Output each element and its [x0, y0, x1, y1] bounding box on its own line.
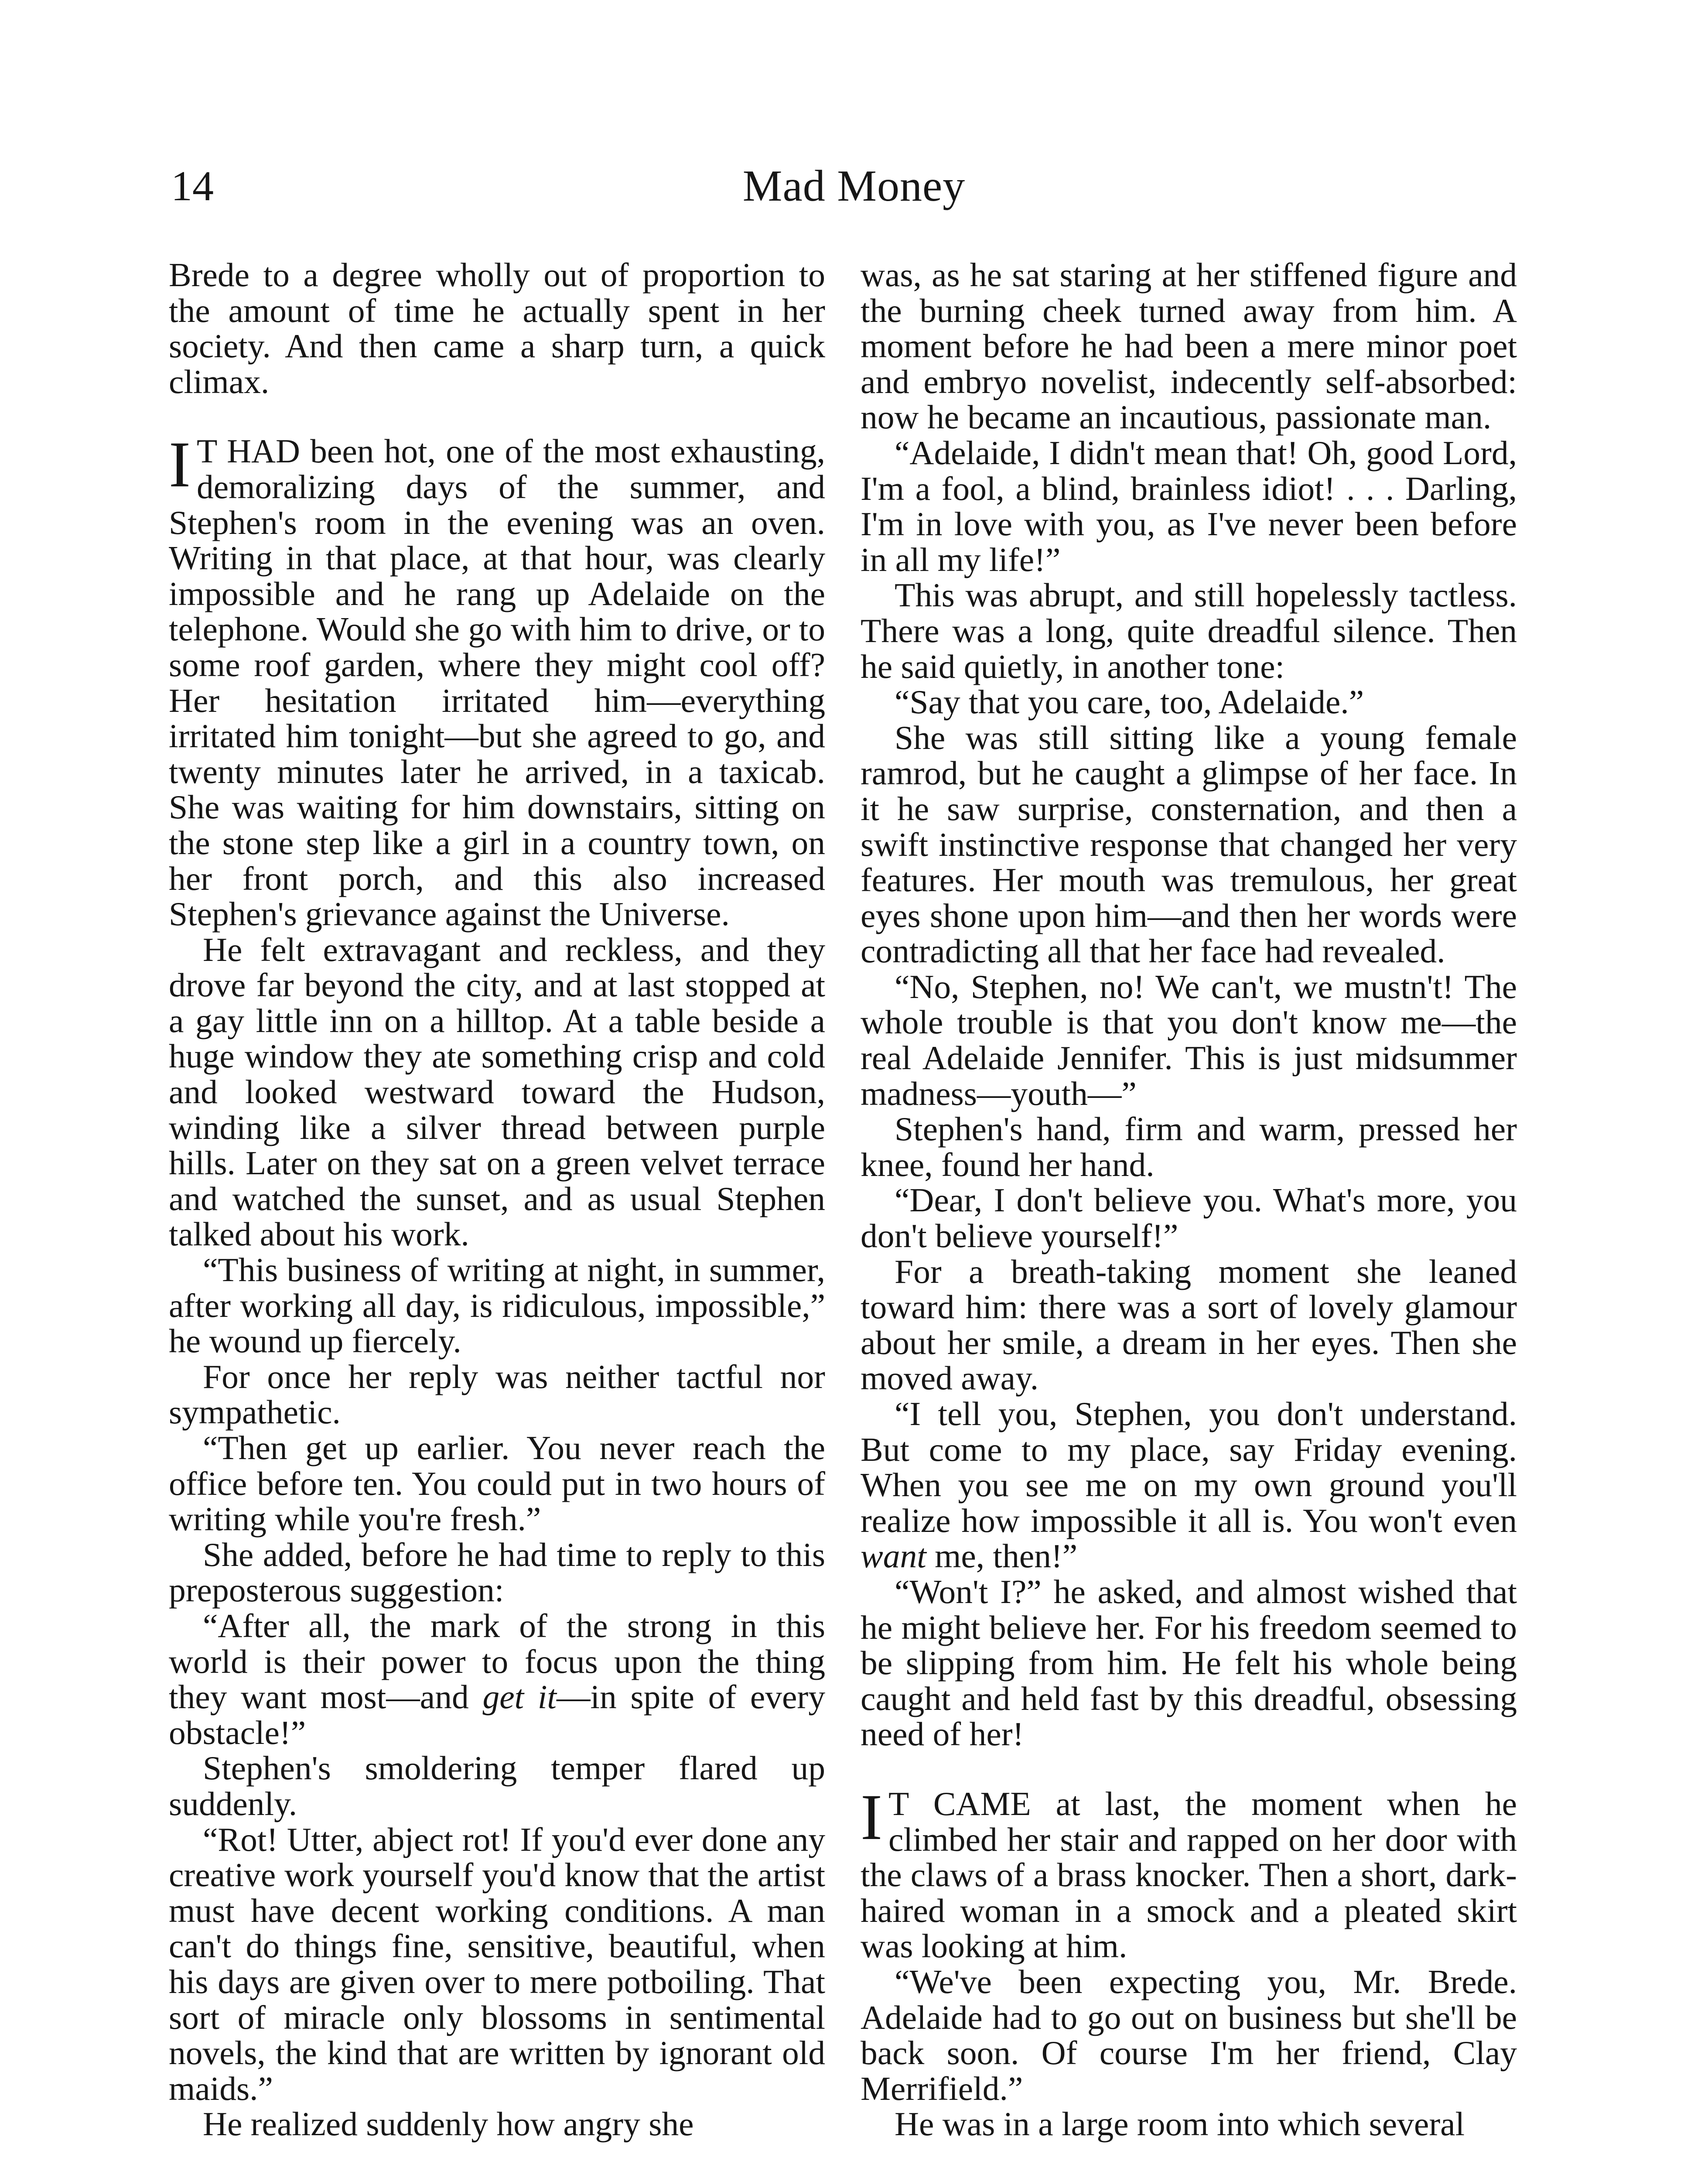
paragraph	[169, 1608, 825, 1750]
italic-text: want	[861, 1537, 926, 1575]
paragraph: For a breath-taking moment she leaned toward him: there was a sort of lovely glamour about her smile, a dream in her eyes. Then she moved away.	[861, 1252, 1517, 1397]
italic-text: get it	[482, 1678, 557, 1716]
drop-cap: I	[169, 428, 191, 501]
paragraph: He was in a large room into which several	[895, 2105, 1465, 2143]
page-number: 14	[171, 163, 214, 210]
paragraph: She added, before he had time to reply to this preposterous suggestion:	[169, 1535, 825, 1609]
drop-cap: I	[861, 1781, 882, 1853]
paragraph: Stephen's hand, firm and warm, pressed her knee, found her hand.	[861, 1110, 1517, 1183]
text-run: “I tell you, Stephen, you don't understand. But come to my place, say Friday evening. When you see me on my own ground you'll realize how impossible it all is. You won't even	[861, 1395, 1517, 1539]
paragraph: He realized suddenly how angry she	[203, 2105, 694, 2143]
text-run: me, then!”	[926, 1537, 1078, 1575]
paragraph: He felt extravagant and reckless, and they drove far beyond the city, and at last stopped at a gay little inn on a hilltop. At a table beside a huge window they ate something crisp and cold and looked westward toward the Hudson, winding like a silver thread between purple hills. Later on they sat on a green velvet terrace and watched the sunset, and as usual Stephen talked about his work.	[169, 930, 825, 1253]
paragraph: “We've been expecting you, Mr. Brede. Adelaide had to go out on business but she'll be back soon. Of course I'm her friend, Clay Merrifield.”	[861, 1962, 1517, 2107]
paragraph	[861, 1396, 1517, 1574]
paragraph: “No, Stephen, no! We can't, we mustn't! The whole trouble is that you don't know me—the real Adelaide Jennifer. This is just midsummer madness—youth—”	[861, 967, 1517, 1112]
paragraph: “Say that you care, too, Adelaide.”	[895, 683, 1364, 721]
paragraph: “Won't I?” he asked, and almost wished that he might believe her. For his freedom seemed to be slipping from him. He felt his whole being caught and held fast by this dreadful, obsessing need of her!	[861, 1573, 1517, 1753]
paragraph: For once her reply was neither tactful nor sympathetic.	[169, 1357, 825, 1431]
section-opening-paragraph	[861, 1781, 1517, 1965]
section-opening-paragraph	[169, 428, 825, 933]
right-column	[861, 257, 1517, 2142]
text-run: “After all, the mark of the strong in this world is their power to focus upon the thing they want most—and	[169, 1607, 825, 1716]
paragraph: This was abrupt, and still hopelessly tactless. There was a long, quite dreadful silence. Then he said quietly, in another tone:	[861, 576, 1517, 685]
paragraph: She was still sitting like a young female ramrod, but he caught a glimpse of her face. In it he saw surprise, consternation, and then a swift instinctive response that changed her very features. Her mouth was tremulous, her great eyes shone upon him—and then her words were contradicting all that her face had revealed.	[861, 718, 1517, 970]
paragraph: “Then get up earlier. You never reach the office before ten. You could put in two hours of writing while you're fresh.”	[169, 1429, 825, 1538]
paragraph: “Rot! Utter, abject rot! If you'd ever done any creative work yourself you'd know that the artist must have decent working conditions. A man can't do things fine, sensitive, beautiful, when his days are given over to mere potboiling. That sort of miracle only blossoms in sentimental novels, the kind that are written by ignorant old maids.”	[169, 1820, 825, 2107]
text-run: —in spite of every obstacle!”	[169, 1678, 825, 1751]
running-title: Mad Money	[742, 161, 966, 211]
paragraph: Stephen's smoldering temper flared up suddenly.	[169, 1749, 825, 1822]
section-text: T CAME at last, the moment when he climbed her stair and rapped on her door with the claws of a brass knocker. Then a short, dark-haired woman in a smock and a pleated skirt was looking at him.	[861, 1784, 1517, 1965]
paragraph: was, as he sat staring at her stiffened figure and the burning cheek turned away from him. A moment before he had been a mere minor poet and embryo novelist, indecently self-absorbed: now he became an incautious, passionate man.	[861, 256, 1517, 436]
paragraph: “Dear, I don't believe you. What's more, you don't believe yourself!”	[861, 1181, 1517, 1255]
section-text: T HAD been hot, one of the most exhausting, demoralizing days of the summer, and Stephen's room in the evening was an oven. Writing in that place, at that hour, was clearly impossible and he rang up Adelaide on the telephone. Would she go with him to drive, or to some roof garden, where they might cool off? Her hesitation irritated him—everything irritated him tonight—but she agreed to go, and twenty minutes later he arrived, in a taxicab. She was waiting for him downstairs, sitting on the stone step like a girl in a country town, on her front porch, and this also increased Stephen's grievance against the Universe.	[169, 432, 825, 933]
left-column	[169, 257, 825, 2142]
paragraph: Brede to a degree wholly out of proportion to the amount of time he actually spent in her society. And then came a sharp turn, a quick climax.	[169, 256, 825, 400]
paragraph: “This business of writing at night, in summer, after working all day, is ridiculous, impossible,” he wound up fiercely.	[169, 1251, 825, 1360]
paragraph: “Adelaide, I didn't mean that! Oh, good Lord, I'm a fool, a blind, brainless idiot! . . . Darling, I'm in love with you, as I've never been before in all my life!”	[861, 434, 1517, 578]
